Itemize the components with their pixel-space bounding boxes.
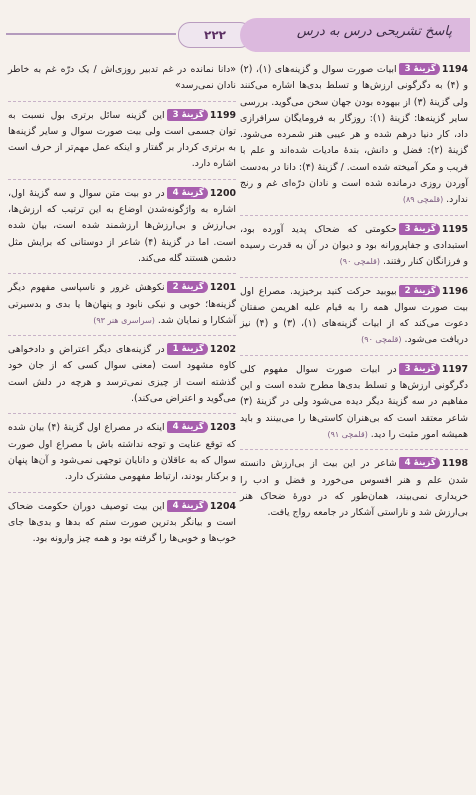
entry-divider — [8, 179, 236, 180]
question-number: 1202 — [209, 344, 236, 356]
entry-divider — [240, 215, 468, 216]
answer-text: در دو بیت متن سوال و سه گزینهٔ اول، اشاره به واژگونه‌شدن اوضاع به این ترتیب که ارزش‌ها، بی‌ارزش و بی‌ارزش‌ها ارزشمند شده است، بیان شده است. اما در گزینهٔ (۴) شاعر از دوستانی که برایش مثل دشمن هستند گله می‌کند. — [8, 187, 237, 264]
answer-option-badge: گزینهٔ 2 — [167, 281, 208, 293]
entry-divider — [8, 101, 236, 102]
answer-option-badge: گزینهٔ 2 — [399, 285, 440, 297]
answer-option-badge: گزینهٔ 4 — [167, 421, 208, 433]
answer-text: نکوهش غرور و ناسپاسی مفهوم دیگر گزینه‌ها؛ خوبی و نیکی نابود و پنهان‌ها یا بدی و بدسیرتی آشکارا و نمایان شد. — [8, 282, 236, 326]
header-band — [240, 18, 470, 52]
source-reference: (قلمچی ۹۰) — [361, 335, 402, 345]
question-number: 1201 — [209, 282, 236, 294]
left-column — [8, 62, 236, 553]
answer-text: در ابیات صورت سوال مفهوم کلی دگرگونی ارزش‌ها و تسلط بدی‌ها مطرح شده است و این مفاهیم در سه گزینهٔ دیگر دیده می‌شود ولی در گزینهٔ (۳) شاعر معتقد است که بی‌هنران کاستی‌ها را می‌بینند و باید همیشه امور مثبت را دید. — [240, 363, 468, 440]
page-header — [0, 0, 476, 62]
header-title: پاسخ تشریحی درس به درس — [296, 24, 452, 39]
answer-text: ابیات صورت سوال و گزینه‌های (۱)، (۲) و (۴) به دگرگونی ارزش‌ها و تسلط بدی‌ها اشاره می‌کنند ولی گزینهٔ (۳) از بیهوده بودن جهان سخن می‌گوید. بررسی سایر گزینه‌ها: گزینهٔ (۱): روزگار به فرومایگان سرافرازی داد، کار دنیا درهم شده و هر عیبی هنر شمرده می‌شود. گزینهٔ (۲): فضل و دانش، بندهٔ مادیات شده‌اند و علم با فریب و مکر آمیخته شده است. / گزینهٔ (۴): دانا در به‌دست آوردن روزی درمانده شده است و نادان درّه‌ای غم و رنج ندارد. — [240, 64, 468, 206]
source-reference: (قلمچی ۹۰) — [339, 257, 380, 267]
entry-divider — [8, 335, 236, 336]
entry-divider — [8, 413, 236, 414]
answer-text: بیوبید حرکت کنید برخیزید. مصراع اول بیت صورت سوال همه را به قیام علیه اهریمن صفتان دعوت می‌کند که از ابیات گزینه‌های (۱)، (۳) و (۴) نیز دریافت می‌شود. — [240, 285, 468, 346]
question-number: 1204 — [209, 500, 236, 512]
answer-text: شاعر در این بیت از بی‌ارزش دانسته شدن علم و هنر افسوس می‌خورد و فضل و ادب را خریداری نمی‌بیند، همان‌طور که در دورهٔ ضحاک هنر بی‌ارزش شد و ناراستی آشکار در جامعه رواج یافت. — [240, 458, 468, 519]
page-number: ۲۲۲ — [178, 22, 252, 48]
question-number: 1198 — [441, 458, 468, 470]
answer-entry — [8, 499, 236, 548]
entry-divider — [240, 449, 468, 450]
answer-entry — [240, 222, 468, 271]
answer-option-badge: گزینهٔ 4 — [167, 187, 208, 199]
answer-entry — [240, 362, 468, 443]
source-reference: (سراسری هنر ۹۳) — [93, 315, 155, 325]
answer-entry — [8, 342, 236, 407]
answer-option-badge: گزینهٔ 3 — [167, 109, 208, 121]
answer-option-badge: گزینهٔ 4 — [167, 500, 208, 512]
header-rule — [6, 33, 176, 35]
entry-divider — [8, 273, 236, 274]
answer-text: در گزینه‌های دیگر اعتراض و دادخواهی کاوه مشهود است (معنی سوال کسی که از جان خود گذشته است از چیزی نمی‌ترسد و هرچه در دلش است می‌گوید و اعتراض می‌کند). — [8, 344, 236, 405]
question-number: 1197 — [441, 363, 468, 375]
answer-text: این بیت توصیف دوران حکومت ضحاک است و بیانگر بدترین صورت ستم که بدها و بدی‌ها جای خوب‌ها و خوبی‌ها را گرفته بود و همه چیز وارونه بود. — [8, 500, 236, 545]
answer-entry — [8, 108, 236, 173]
answer-text: «دانا نمانده در غم تدبیر روزی‌اش / یک درّه غم به خاطر نادان نمی‌رسد» — [8, 64, 236, 92]
answer-entry — [240, 456, 468, 521]
question-number: 1203 — [209, 422, 236, 434]
entry-divider — [8, 492, 236, 493]
answer-entry — [8, 62, 236, 95]
answer-option-badge: گزینهٔ 3 — [399, 363, 440, 375]
entry-divider — [240, 277, 468, 278]
answer-option-badge: گزینهٔ 3 — [399, 223, 440, 235]
answer-text: حکومتی که ضحاک پدید آورده بود، استبدادی و جفاپرورانه بود و دیوان در آن به قدرت رسیده و فرزانگان کنار رفتند. — [240, 223, 468, 268]
question-number: 1195 — [441, 223, 468, 235]
answer-entry — [8, 420, 236, 485]
answer-text: این گزینه سائل برتری بول نسبت به توان جسمی است ولی بیت صورت سوال و سایر گزینه‌ها به برتری کردار بر گفتار و اینکه عمل مهم‌تر از حرف است اشاره دارد. — [8, 109, 236, 170]
source-reference: (قلمچی ۸۹) — [402, 195, 444, 205]
answer-option-badge: گزینهٔ 1 — [167, 343, 208, 355]
entry-divider — [240, 355, 468, 356]
answer-option-badge: گزینهٔ 3 — [399, 63, 440, 75]
source-reference: (قلمچی ۹۱) — [327, 429, 368, 439]
answer-text: اینکه در مصراع اول گزینهٔ (۴) بیان شده که توقع عنایت و توجه نداشته باش با مصراع اول صورت سوال که به عاقلان و دانایان توجهی نمی‌شود و آن‌ها پنهان و برکنار بودند، ارتباط مفهومی مشترک دارد. — [8, 422, 236, 483]
answer-entry — [240, 284, 468, 349]
right-column — [240, 62, 468, 527]
answer-entry — [8, 186, 236, 267]
question-number: 1194 — [441, 64, 468, 75]
question-number: 1200 — [209, 187, 236, 199]
answer-entry — [8, 280, 236, 329]
question-number: 1199 — [209, 109, 236, 121]
answer-option-badge: گزینهٔ 4 — [399, 457, 440, 469]
answer-entry — [240, 62, 468, 209]
question-number: 1196 — [441, 285, 468, 297]
